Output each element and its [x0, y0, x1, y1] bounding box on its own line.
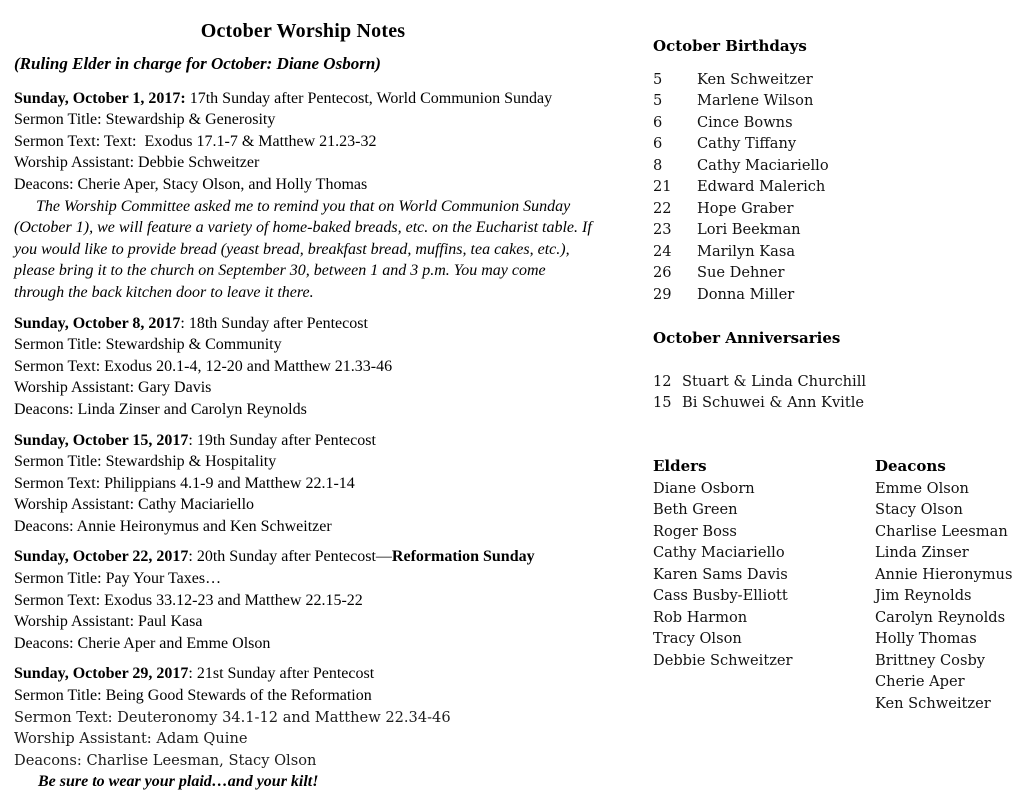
worship-notes-column — [14, 0, 592, 790]
service-section — [14, 430, 592, 538]
service-line: Sermon Text: Deuteronomy 34.1-12 and Matthew 22.34-46 — [14, 708, 451, 726]
service-date: Sunday, October 22, 2017 — [14, 548, 189, 566]
services-list — [14, 88, 592, 790]
officers-section — [653, 456, 1024, 714]
person-name: Sue Dehner — [697, 264, 785, 281]
service-line: Deacons: Linda Zinser and Carolyn Reynolds — [14, 400, 307, 418]
service-line: Sermon Text: Exodus 20.1-4, 12-20 and Matthew 21.33-46 — [14, 357, 393, 375]
person-name: Marlene Wilson — [697, 92, 814, 109]
day-number: 6 — [653, 113, 663, 131]
person-name: Debbie Schweitzer — [653, 651, 793, 669]
service-line: Deacons: Charlise Leesman, Stacy Olson — [14, 751, 317, 769]
service-closing-note: Be sure to wear your plaid…and your kilt! — [38, 773, 319, 790]
person-name: Roger Boss — [653, 522, 737, 540]
elders-heading: Elders — [653, 457, 707, 475]
page-title: October Worship Notes — [200, 20, 406, 42]
person-name: Diane Osborn — [653, 479, 755, 497]
person-name: Linda Zinser — [875, 544, 969, 561]
service-line: Worship Assistant: Gary Davis — [14, 379, 212, 397]
person-name: Rob Harmon — [653, 608, 748, 626]
person-name: Lori Beekman — [697, 221, 801, 238]
person-name: Tracy Olson — [653, 630, 742, 647]
person-name: Hope Graber — [697, 199, 794, 217]
service-heading-text: : 21st Sunday after Pentecost — [188, 665, 375, 683]
anniversaries-section — [653, 328, 973, 414]
birthday-row — [653, 90, 953, 112]
person-name: Beth Green — [653, 501, 738, 518]
service-heading — [14, 88, 592, 110]
birthday-row — [653, 198, 953, 220]
person-name: Charlise Leesman — [875, 522, 1008, 540]
person-name: Stuart & Linda Churchill — [682, 372, 867, 390]
service-line: Deacons: Cherie Aper and Emme Olson — [14, 634, 271, 652]
person-name: Donna Miller — [697, 285, 795, 303]
service-section — [14, 313, 592, 421]
person-name: Carolyn Reynolds — [875, 608, 1006, 626]
person-name: Karen Sams Davis — [653, 565, 788, 583]
ruling-elder-note: (Ruling Elder in charge for October: Diane Osborn) — [14, 54, 381, 73]
anniversaries-heading: October Anniversaries — [653, 329, 841, 347]
service-section — [14, 663, 592, 790]
day-number: 26 — [653, 264, 672, 281]
person-name: Jim Reynolds — [875, 587, 972, 604]
service-heading-text: : 18th Sunday after Pentecost — [180, 314, 368, 332]
day-number: 6 — [653, 135, 663, 152]
service-heading — [14, 663, 592, 685]
birthday-row — [653, 262, 953, 284]
birthday-row — [653, 219, 953, 241]
service-line: Sermon Text: Text: Exodus 17.1-7 & Matthew 21.23-32 — [14, 132, 377, 150]
day-number: 24 — [653, 242, 672, 260]
service-line: Worship Assistant: Cathy Maciariello — [14, 496, 255, 514]
service-line: Sermon Title: Stewardship & Generosity — [14, 111, 276, 129]
day-number: 29 — [653, 285, 672, 303]
birthday-row — [653, 241, 953, 263]
birthday-row — [653, 284, 953, 306]
service-date: Sunday, October 15, 2017 — [14, 431, 189, 449]
elders-list — [653, 478, 875, 672]
service-heading — [14, 546, 592, 568]
birthday-row — [653, 176, 953, 198]
day-number: 8 — [653, 156, 663, 174]
service-heading-text: 17th Sunday after Pentecost, World Communion Sunday — [185, 89, 553, 107]
service-line: Sermon Title: Stewardship & Hospitality — [14, 453, 277, 471]
service-line: Sermon Text: Philippians 4.1-9 and Matthew 22.1-14 — [14, 474, 355, 492]
birthdays-heading: October Birthdays — [653, 37, 807, 55]
birthdays-section — [653, 36, 953, 305]
service-line: Worship Assistant: Paul Kasa — [14, 613, 203, 631]
deacons-list — [875, 478, 1024, 715]
person-name: Marilyn Kasa — [697, 242, 796, 260]
day-number: 21 — [653, 178, 672, 195]
service-line: Deacons: Annie Heironymus and Ken Schweitzer — [14, 517, 332, 535]
service-heading-text: : 19th Sunday after Pentecost — [188, 431, 376, 449]
person-name: Holly Thomas — [875, 630, 977, 647]
person-name: Brittney Cosby — [875, 651, 986, 669]
person-name: Ken Schweitzer — [697, 70, 813, 88]
service-line: Sermon Title: Pay Your Taxes… — [14, 570, 222, 588]
service-line: Worship Assistant: Adam Quine — [14, 730, 248, 748]
service-line: Sermon Title: Being Good Stewards of the Reformation — [14, 687, 372, 705]
day-number: 22 — [653, 199, 672, 217]
person-name: Edward Malerich — [697, 178, 826, 195]
service-line: Worship Assistant: Debbie Schweitzer — [14, 154, 260, 172]
day-number: 15 — [653, 394, 672, 411]
person-name: Cherie Aper — [875, 673, 965, 690]
anniversary-list — [653, 371, 973, 414]
officers-columns — [653, 456, 1024, 714]
service-heading-text: : 20th Sunday after Pentecost— — [188, 548, 392, 566]
birthday-row — [653, 69, 953, 91]
person-name: Cathy Maciariello — [697, 156, 829, 174]
anniversary-row — [653, 392, 973, 414]
birthday-row — [653, 112, 953, 134]
day-number: 12 — [653, 372, 672, 390]
service-line: Sermon Text: Exodus 33.12-23 and Matthew 22.15-22 — [14, 591, 363, 609]
person-name: Stacy Olson — [875, 501, 963, 518]
person-name: Cass Busby-Elliott — [653, 587, 788, 604]
person-name: Ken Schweitzer — [875, 694, 991, 712]
day-number: 5 — [653, 70, 663, 88]
person-name: Cathy Tiffany — [697, 135, 797, 152]
person-name: Cince Bowns — [697, 113, 793, 131]
service-heading-bold-suffix: Reformation Sunday — [391, 548, 535, 566]
anniversary-row — [653, 371, 973, 393]
service-line: Sermon Title: Stewardship & Community — [14, 336, 282, 354]
person-name: Bi Schuwei & Ann Kvitle — [682, 394, 865, 411]
deacons-column — [875, 456, 1024, 714]
service-note: The Worship Committee asked me to remind you that on World Communion Sunday (October 1), we will feature a variety of home-baked breads, etc. on the Eucharist table. If you would like to provide bread (yeast bread, breakfast bread, muffins, tea cakes, etc.), please bring it to the church on September 30, between 1 and 3 p.m. You may come through the back kitchen door to leave it there. — [14, 197, 592, 301]
birthday-row — [653, 155, 953, 177]
day-number: 5 — [653, 92, 663, 109]
person-name: Annie Hieronymus — [875, 565, 1013, 583]
service-section — [14, 546, 592, 654]
service-heading — [14, 430, 592, 452]
birthday-list — [653, 69, 953, 306]
person-name: Cathy Maciariello — [653, 544, 785, 561]
elders-column — [653, 456, 875, 714]
service-line: Deacons: Cherie Aper, Stacy Olson, and Holly Thomas — [14, 175, 368, 193]
birthday-row — [653, 133, 953, 155]
person-name: Emme Olson — [875, 479, 969, 497]
service-section — [14, 88, 592, 304]
service-date: Sunday, October 8, 2017 — [14, 314, 181, 332]
service-date: Sunday, October 29, 2017 — [14, 665, 189, 683]
deacons-heading: Deacons — [875, 457, 946, 475]
service-heading — [14, 313, 592, 335]
service-date: Sunday, October 1, 2017: — [14, 89, 186, 107]
day-number: 23 — [653, 221, 672, 238]
